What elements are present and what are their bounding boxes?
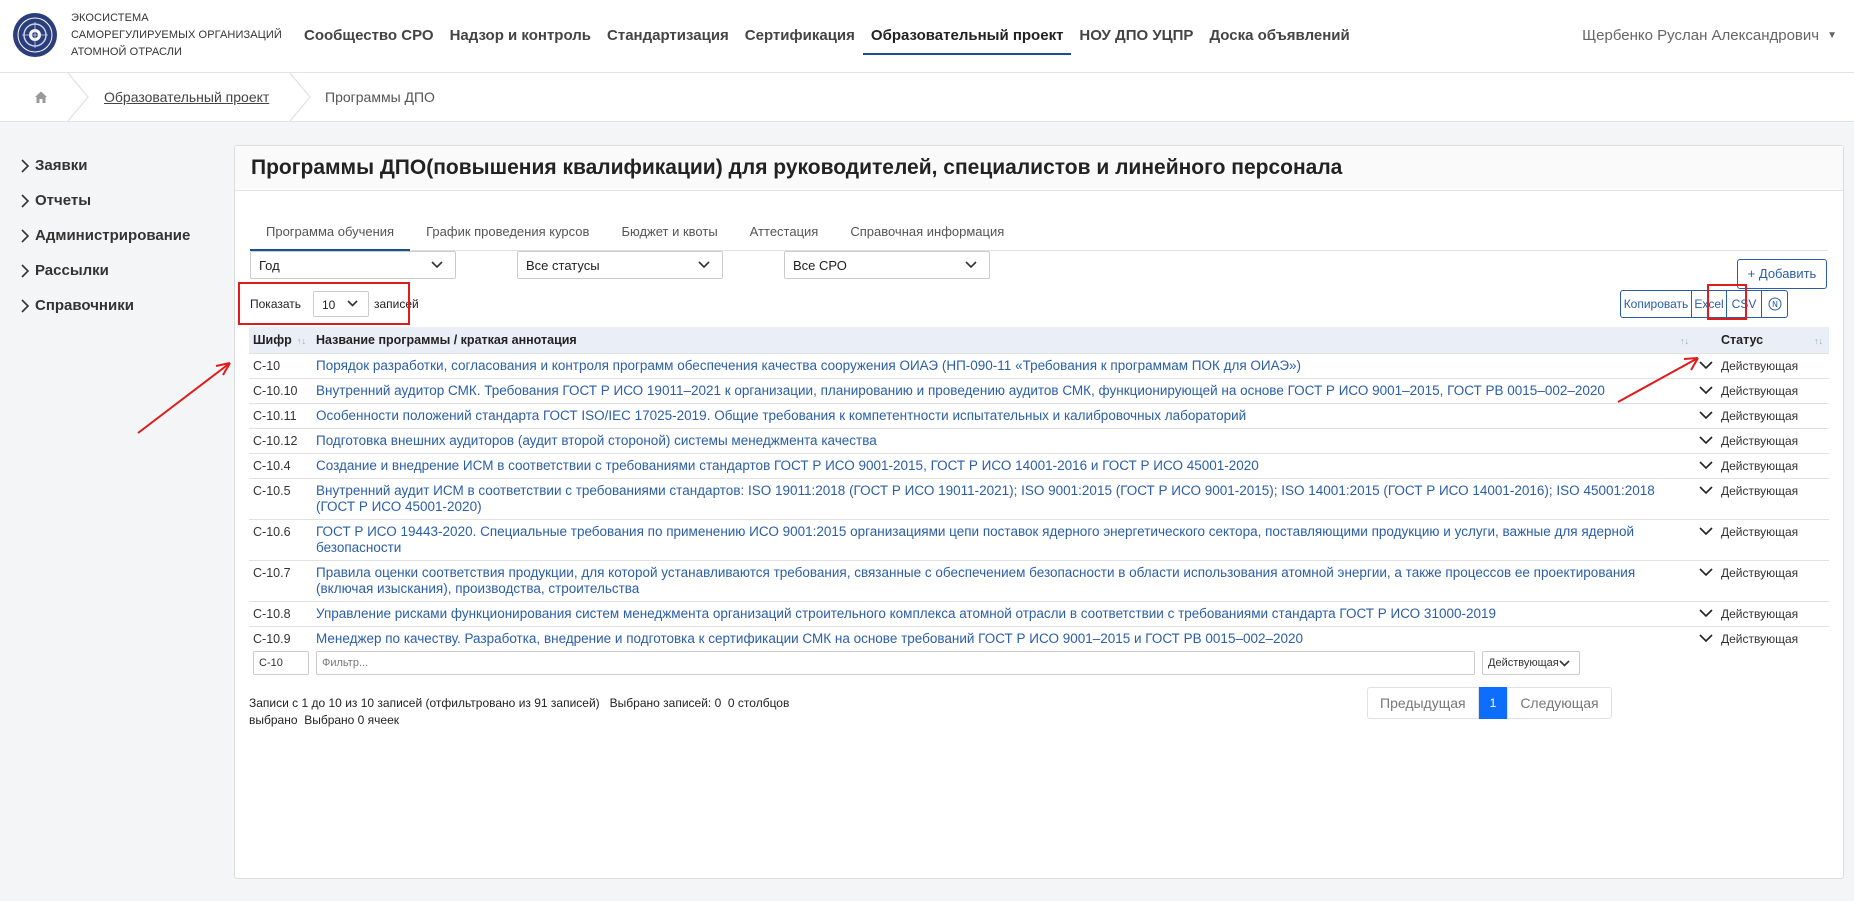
table-row xyxy=(249,354,1829,379)
sidebar-item-label: Отчеты xyxy=(35,192,92,209)
row-status: Действующая xyxy=(1717,602,1829,627)
table-row xyxy=(249,454,1829,479)
page-title: Программы ДПО(повышения квалификации) для руководителей, специалистов и линейного персонала xyxy=(235,146,1843,191)
breadcrumb-current: Программы ДПО xyxy=(325,89,435,105)
expand-cell[interactable] xyxy=(1695,379,1717,404)
nav-item-nou-dpo[interactable]: НОУ ДПО УЦПР xyxy=(1079,27,1194,44)
export-buttons xyxy=(1621,290,1788,318)
tab-budget[interactable]: Бюджет и квоты xyxy=(621,224,718,239)
page-length-value: 10 xyxy=(322,298,336,312)
nav-item-standardization[interactable]: Стандартизация xyxy=(607,27,729,44)
row-code: С-10.8 xyxy=(249,602,312,627)
column-header-code[interactable] xyxy=(249,327,312,354)
excel-button[interactable]: Excel xyxy=(1691,290,1727,318)
expand-cell[interactable] xyxy=(1695,429,1717,454)
next-page-button[interactable]: Следующая xyxy=(1507,687,1611,719)
user-menu[interactable] xyxy=(1582,0,1837,72)
row-title-link[interactable]: Особенности положений стандарта ГОСТ ISO/IEC 17025-2019. Общие требования к компетентности испытательных и калибровочных лабораторий xyxy=(312,404,1695,429)
page-length-select[interactable] xyxy=(313,291,369,317)
nav-item-sro-community[interactable]: Сообщество СРО xyxy=(304,27,434,44)
user-name: Щербенко Руслан Александрович xyxy=(1582,27,1820,44)
tab-program[interactable]: Программа обучения xyxy=(250,214,410,250)
sidebar-item-requests[interactable] xyxy=(20,148,190,183)
row-status: Действующая xyxy=(1717,354,1829,379)
row-title-link[interactable]: Подготовка внешних аудиторов (аудит второй стороной) системы менеджмента качества xyxy=(312,429,1695,454)
sro-select-value: Все СРО xyxy=(793,258,847,273)
nav-item-board[interactable]: Доска объявлений xyxy=(1209,27,1350,44)
prev-page-button[interactable]: Предыдущая xyxy=(1367,687,1479,719)
row-title-link[interactable]: Менеджер по качеству. Разработка, внедрение и подготовка к сертификации СМК на основе требований ГОСТ Р ИСО 9001–2015 и ГОСТ РВ 0015–002–2020 xyxy=(312,627,1695,652)
chevron-down-icon xyxy=(1699,361,1713,370)
table-row xyxy=(249,404,1829,429)
row-code: С-10.5 xyxy=(249,479,312,520)
row-title-link[interactable]: Создание и внедрение ИСМ в соответствии с требованиями стандартов ГОСТ Р ИСО 9001-2015, ГОСТ Р ИСО 14001-2016 и ГОСТ Р ИСО 45001-2020 xyxy=(312,454,1695,479)
chevron-down-icon xyxy=(431,261,443,269)
chevron-down-icon xyxy=(1699,411,1713,420)
column-header-title[interactable] xyxy=(312,327,1695,354)
row-status: Действующая xyxy=(1717,454,1829,479)
nav-item-education-project[interactable]: Образовательный проект xyxy=(863,0,1072,72)
column-header-label: Шифр xyxy=(253,333,292,347)
chevron-down-icon xyxy=(347,300,358,307)
sidebar-item-label: Заявки xyxy=(35,157,88,174)
row-status: Действующая xyxy=(1717,520,1829,561)
row-status: Действующая xyxy=(1717,379,1829,404)
nav-item-supervision[interactable]: Надзор и контроль xyxy=(449,27,592,44)
programs-table xyxy=(249,327,1829,651)
copy-button[interactable]: Копировать xyxy=(1620,290,1692,318)
table-row xyxy=(249,479,1829,520)
breadcrumb xyxy=(0,73,1854,122)
sort-icon: ↑↓ xyxy=(1680,336,1689,346)
breadcrumb-separator-icon xyxy=(288,73,312,121)
breadcrumb-link[interactable]: Образовательный проект xyxy=(104,89,270,105)
column-header-status[interactable] xyxy=(1717,327,1829,354)
row-status: Действующая xyxy=(1717,561,1829,602)
sidebar-item-label: Рассылки xyxy=(35,262,109,279)
home-icon[interactable] xyxy=(33,89,49,105)
sro-select[interactable] xyxy=(784,251,990,279)
chevron-down-icon xyxy=(1699,527,1713,536)
annotation-arrow-icon xyxy=(130,357,240,437)
sidebar-item-label: Справочники xyxy=(35,297,134,314)
table-row xyxy=(249,627,1829,652)
sort-icon: ↑↓ xyxy=(297,336,306,346)
status-filter-value: Действующая xyxy=(1488,657,1559,669)
sidebar-item-label: Администрирование xyxy=(35,227,191,244)
nav-item-certification[interactable]: Сертификация xyxy=(744,27,855,44)
sidebar-item-administration[interactable] xyxy=(20,218,190,253)
add-button[interactable]: + Добавить xyxy=(1737,259,1827,289)
logo-line: АТОМНОЙ ОТРАСЛИ xyxy=(71,46,183,58)
year-select[interactable] xyxy=(250,251,456,279)
status-filter-select[interactable] xyxy=(1482,651,1580,675)
chevron-down-icon xyxy=(1699,634,1713,643)
row-code: С-10.6 xyxy=(249,520,312,561)
row-title-link[interactable]: Внутренний аудитор СМК. Требования ГОСТ Р ИСО 19011–2021 к организации, планированию и проведению аудитов СМК, функционирующей на основе ГОСТ Р ИСО 9001–2015, ГОСТ РВ 0015–002–2020 xyxy=(312,379,1695,404)
sidebar-item-reports[interactable] xyxy=(20,183,190,218)
column-filter-row xyxy=(253,651,1831,675)
expand-cell[interactable] xyxy=(1695,479,1717,520)
row-code: С-10.12 xyxy=(249,429,312,454)
row-title-link[interactable]: ГОСТ Р ИСО 19443-2020. Специальные требования по применению ИСО 9001:2015 организациями цепи поставок ядерного энергетического сектора, поставляющими продукцию и услуги, важные для ядерной безопасности xyxy=(312,520,1695,561)
table-row xyxy=(249,561,1829,602)
expand-cell[interactable] xyxy=(1695,404,1717,429)
chevron-right-icon xyxy=(20,194,30,208)
row-status: Действующая xyxy=(1717,479,1829,520)
page-button-current[interactable]: 1 xyxy=(1479,687,1508,719)
tab-attestation[interactable]: Аттестация xyxy=(749,224,819,239)
row-status: Действующая xyxy=(1717,429,1829,454)
column-header-label: Название программы / краткая аннотация xyxy=(316,333,577,347)
breadcrumb-separator-icon xyxy=(66,73,90,121)
table-info-line: Записи с 1 до 10 из 10 записей (отфильтровано из 91 записей) Выбрано записей: 0 0 столбцов xyxy=(249,696,790,710)
page-length-control xyxy=(250,291,419,317)
row-code: С-10.11 xyxy=(249,404,312,429)
chevron-right-icon xyxy=(20,299,30,313)
code-filter-input[interactable]: С-10 xyxy=(253,651,309,675)
columns-button[interactable] xyxy=(1761,290,1788,318)
table-info-line: выбрано Выбрано 0 ячеек xyxy=(249,713,400,727)
status-select[interactable] xyxy=(517,251,723,279)
tab-schedule[interactable]: График проведения курсов xyxy=(426,224,590,239)
chevron-right-icon xyxy=(20,159,30,173)
table-row xyxy=(249,429,1829,454)
row-title-link[interactable]: Порядок разработки, согласования и контроля программ обеспечения качества сооружения ОИАЭ (НП-090-11 «Требования к программам ПОК для ОИАЭ») xyxy=(312,354,1695,379)
chevron-down-icon xyxy=(965,261,977,269)
column-header-expand xyxy=(1695,327,1717,354)
records-label: записей xyxy=(374,297,419,311)
row-title-link[interactable]: Внутренний аудит ИСМ в соответствии с требованиями стандартов: ISO 19011:2018 (ГОСТ Р ИСО 19011-2021); ISO 9001:2015 (ГОСТ Р ИСО 9001-2015); ISO 14001:2015 (ГОСТ Р ИСО 14001-2016); ISO 45001:2018 (ГОСТ Р ИСО 45001-2020) xyxy=(312,479,1695,520)
svg-text:N: N xyxy=(1771,300,1778,309)
chevron-down-icon xyxy=(1699,436,1713,445)
csv-button[interactable]: CSV xyxy=(1726,290,1762,318)
table-info xyxy=(249,695,789,729)
table-row xyxy=(249,602,1829,627)
chevron-down-icon xyxy=(1699,486,1713,495)
row-code: С-10 xyxy=(249,354,312,379)
column-header-label: Статус xyxy=(1721,333,1764,347)
expand-cell[interactable] xyxy=(1695,454,1717,479)
tab-reference[interactable]: Справочная информация xyxy=(850,224,1005,239)
columns-icon xyxy=(1768,297,1782,311)
chevron-down-icon xyxy=(698,261,710,269)
expand-cell[interactable] xyxy=(1695,561,1717,602)
expand-cell[interactable] xyxy=(1695,627,1717,652)
expand-cell[interactable] xyxy=(1695,354,1717,379)
row-code: С-10.10 xyxy=(249,379,312,404)
sidebar xyxy=(20,148,190,323)
logo-line: ЭКОСИСТЕМА xyxy=(71,12,149,24)
chevron-right-icon xyxy=(20,229,30,243)
pagination xyxy=(1367,687,1612,719)
chevron-down-icon xyxy=(1559,660,1570,667)
row-title-link[interactable]: Правила оценки соответствия продукции, для которой устанавливаются требования, связанные с обеспечением безопасности в области использования атомной энергии, а также процессов ее проектирования (включая изыскания), производства, строительства xyxy=(312,561,1695,602)
tabs xyxy=(250,214,1828,251)
table-row xyxy=(249,379,1829,404)
row-status: Действующая xyxy=(1717,627,1829,652)
row-code: С-10.4 xyxy=(249,454,312,479)
chevron-down-icon xyxy=(1699,386,1713,395)
logo-line: САМОРЕГУЛИРУЕМЫХ ОРГАНИЗАЦИЙ xyxy=(71,29,282,41)
row-code: С-10.7 xyxy=(249,561,312,602)
row-status: Действующая xyxy=(1717,404,1829,429)
sort-icon: ↑↓ xyxy=(1814,336,1823,346)
title-filter-input[interactable]: Фильтр... xyxy=(316,651,1475,675)
chevron-right-icon xyxy=(20,264,30,278)
expand-cell[interactable] xyxy=(1695,520,1717,561)
status-select-value: Все статусы xyxy=(526,258,600,273)
year-select-value: Год xyxy=(259,258,280,273)
show-label: Показать xyxy=(250,297,302,311)
table-row xyxy=(249,520,1829,561)
table-body xyxy=(249,354,1829,652)
logo[interactable] xyxy=(12,12,58,58)
table-header-row xyxy=(249,327,1829,354)
chevron-down-icon xyxy=(1699,461,1713,470)
chevron-down-icon xyxy=(1699,568,1713,577)
main-nav xyxy=(296,0,1358,72)
caret-down-icon: ▼ xyxy=(1827,30,1837,42)
row-title-link[interactable]: Управление рисками функционирования систем менеджмента организаций строительного комплекса атомной отрасли в соответствии с требованиями стандарта ГОСТ Р ИСО 31000-2019 xyxy=(312,602,1695,627)
logo-text xyxy=(71,10,282,61)
expand-cell[interactable] xyxy=(1695,602,1717,627)
sidebar-item-mailings[interactable] xyxy=(20,253,190,288)
chevron-down-icon xyxy=(1699,609,1713,618)
row-code: С-10.9 xyxy=(249,627,312,652)
top-navbar xyxy=(0,0,1854,73)
main-card xyxy=(234,145,1844,879)
sidebar-item-directories[interactable] xyxy=(20,288,190,323)
